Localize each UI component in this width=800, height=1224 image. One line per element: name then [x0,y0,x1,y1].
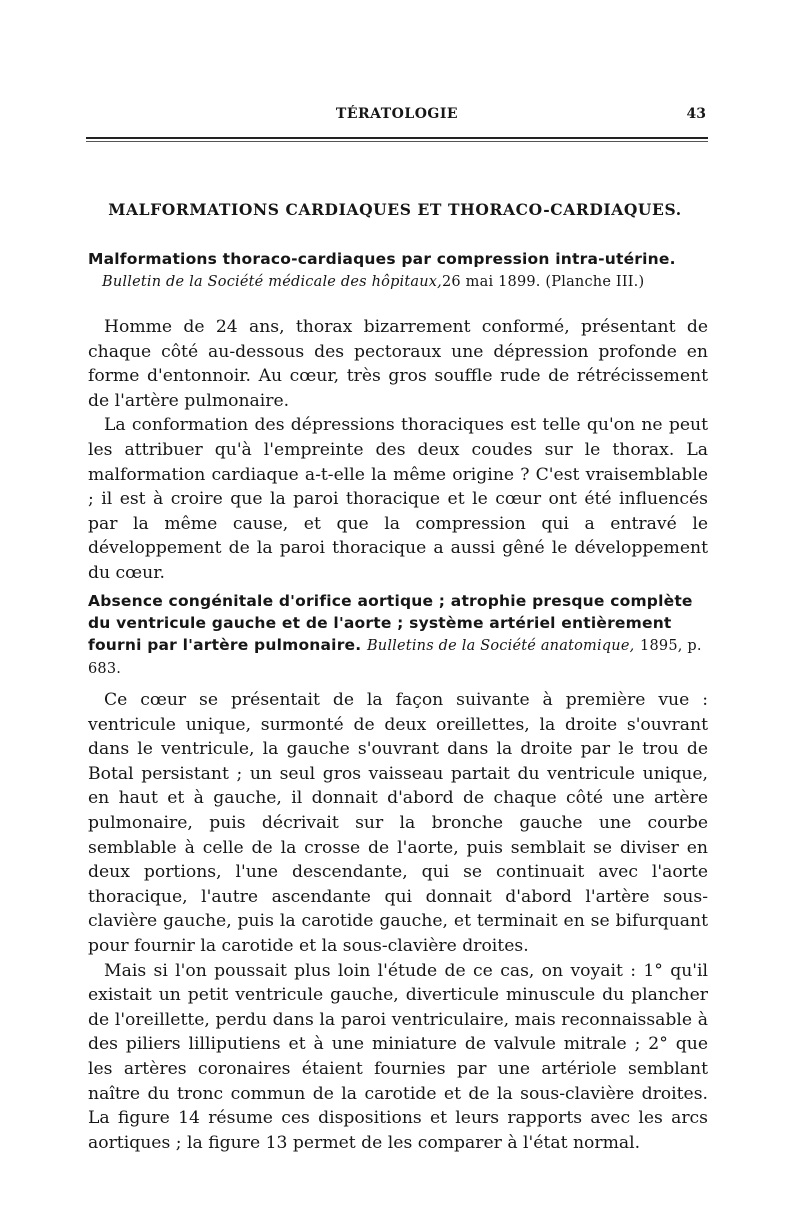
entry-2-heading [88,590,706,680]
entry-2-reference-detail: 1895, p. 683. [88,638,702,677]
entry-1-heading [88,248,706,293]
paragraph: La conformation des dépressions thoraciques est telle qu'on ne peut les attribuer qu'à l'empreinte des deux coudes sur le thorax. La malformation cardiaque a-t-elle la même origine ? C'est vraisemblable ; il est à croire que la paroi thoracique et le cœur ont été influencés par la même cause, et que la compression qui a entravé le développement de la paroi thoracique a aussi gêné le développement du cœur. [88,415,708,583]
running-header [88,106,706,130]
page-number: 43 [686,106,706,122]
entry-1-reference: Bulletin de la Société médicale des hôpitaux, [102,274,442,290]
entry-1-reference-detail: 26 mai 1899. (Planche III.) [442,274,645,290]
paragraph: Homme de 24 ans, thorax bizarrement conformé, présentant de chaque côté au-dessous des pectoraux une dépression profonde en forme d'entonnoir. Au cœur, très gros souffle rude de rétrécissement de l'artère pulmonaire. [88,317,708,411]
paragraph: Ce cœur se présentait de la façon suivante à première vue : ventricule unique, surmonté de deux oreillettes, la droite s'ouvrant dans le ventricule, la gauche s'ouvrant dans la droite par le trou de Botal persistant ; un seul gros vaisseau partait du ventricule unique, en haut et à gauche, il donnait d'abord de chaque côté une artère pulmonaire, puis décrivait sur la bronche gauche une courbe semblable à celle de la crosse de l'aorte, puis semblait se diviser en deux portions, l'une descendante, qui se continuait avec l'aorte thoracique, l'autre ascendante qui donnait d'abord l'artère sous-clavière gauche, puis la carotide gauche, et terminait en se bifurquant pour fournir la carotide et la sous-clavière droites. [88,690,708,956]
entry-1-body [88,315,708,586]
entry-2-title: Absence congénitale d'orifice aortique ; atrophie presque complète du ventricule gauche et de l'aorte ; système artériel entièrement fourni par l'artère pulmonaire. [88,592,693,654]
section-title: MALFORMATIONS CARDIAQUES ET THORACO-CARDIAQUES. [108,200,682,219]
entry-2-reference: Bulletins de la Société anatomique, [366,638,635,654]
entry-2-body [88,688,708,1155]
running-title: TÉRATOLOGIE [335,106,459,122]
paragraph: Mais si l'on poussait plus loin l'étude de ce cas, on voyait : 1° qu'il existait un petit ventricule gauche, diverticule minuscule du plancher de l'oreillette, perdu dans la paroi ventriculaire, mais reconnaissable à des piliers lilliputiens et à une miniature de valvule mitrale ; 2° que les artères coronaires étaient fournies par une artériole semblant naître du tronc commun de la carotide et de la sous-clavière droites. La figure 14 résume ces dispositions et leurs rapports avec les arcs aortiques ; la figure 13 permet de les comparer à l'état normal. [88,960,708,1153]
header-rule [86,137,708,139]
entry-1-title: Malformations thoraco-cardiaques par compression intra-utérine. [88,250,676,268]
